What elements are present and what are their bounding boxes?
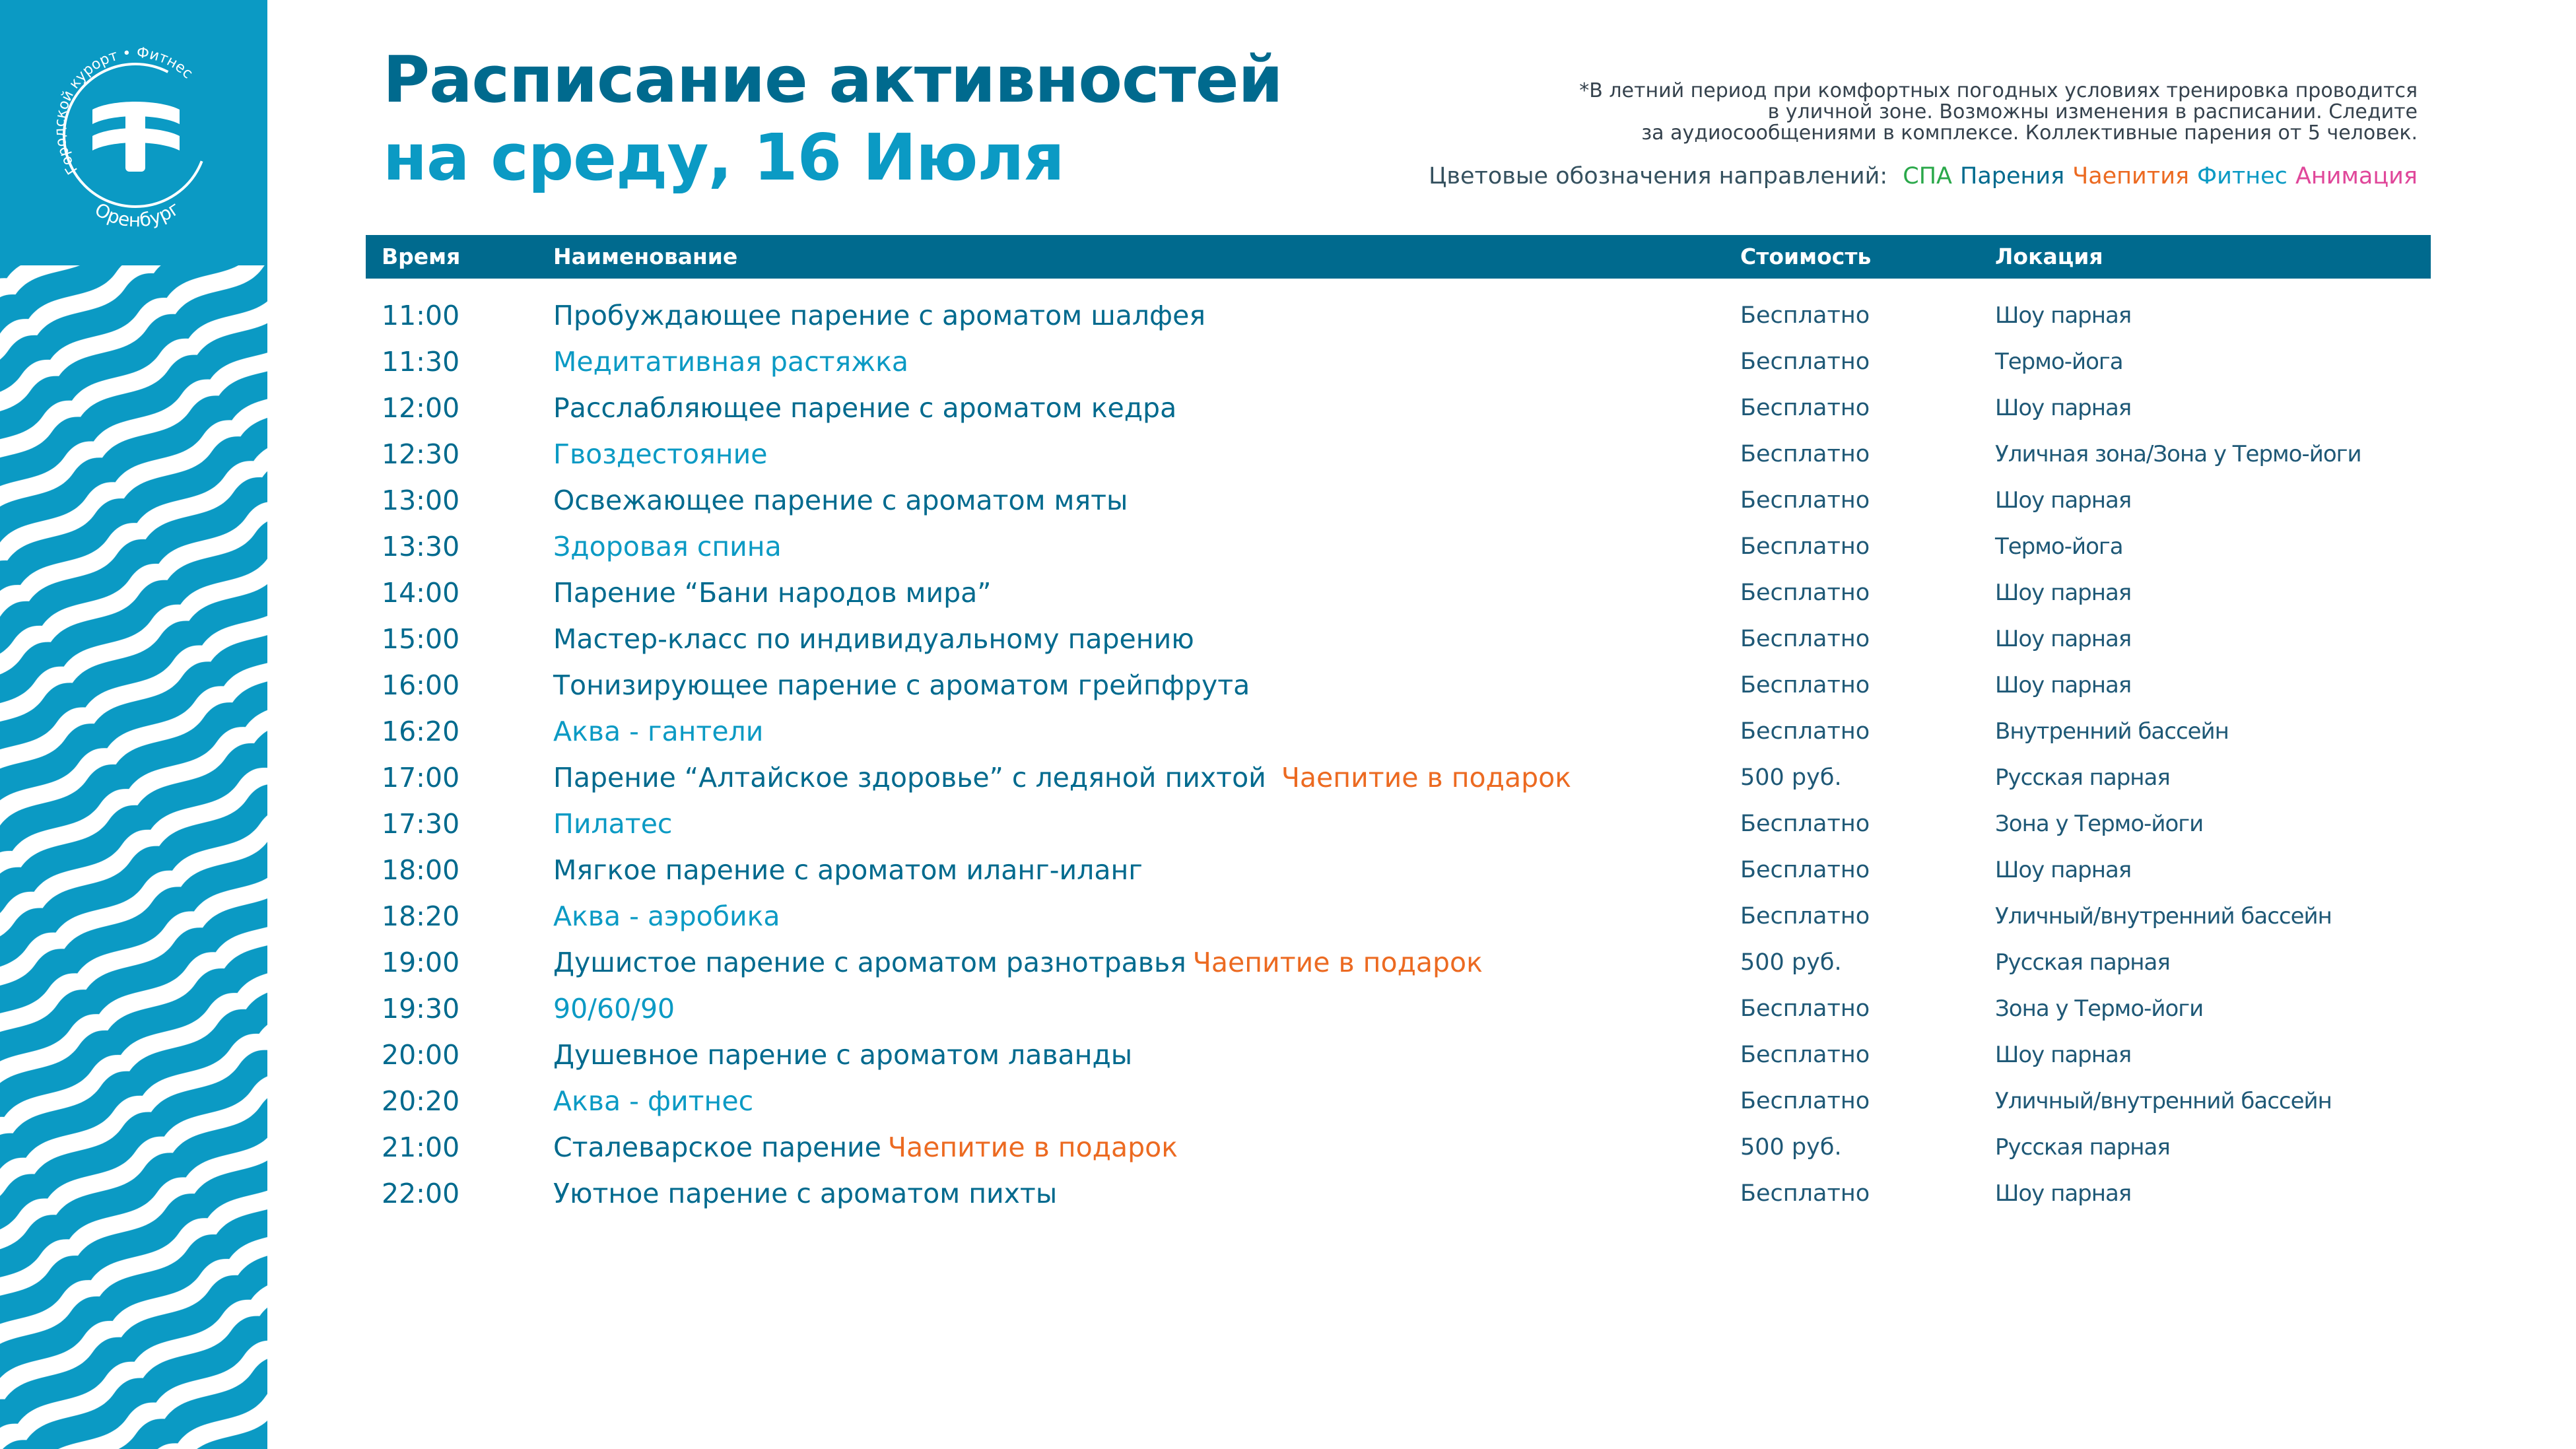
- row-price: Бесплатно: [1740, 487, 1870, 514]
- row-location: Шоу парная: [1995, 626, 2132, 652]
- row-price: Бесплатно: [1740, 1180, 1870, 1207]
- table-row: [366, 1032, 2431, 1078]
- legend-item: Парения: [1960, 163, 2065, 189]
- title-line-2: на среду, 16 Июля: [383, 120, 1064, 195]
- wave-pattern-icon: [0, 265, 267, 1449]
- row-time: 16:20: [382, 716, 460, 747]
- row-location: Термо-йога: [1995, 533, 2123, 560]
- row-name: [553, 755, 1571, 801]
- row-name: [553, 847, 1143, 893]
- row-name-text: Уютное парение с ароматом пихты: [553, 1178, 1058, 1209]
- row-name-text: Пилатес: [553, 808, 673, 840]
- table-row: [366, 986, 2431, 1032]
- legend-label: Цветовые обозначения направлений:: [1429, 163, 1888, 189]
- row-name-text: Парение “Бани народов мира”: [553, 577, 992, 609]
- table-row: [366, 570, 2431, 616]
- row-name-text: 90/60/90: [553, 993, 675, 1025]
- table-row: [366, 385, 2431, 431]
- row-price: Бесплатно: [1740, 580, 1870, 606]
- table-row: [366, 662, 2431, 708]
- row-name: [553, 1078, 753, 1124]
- row-name-text: Здоровая спина: [553, 531, 782, 562]
- logo-emblem-icon: [0, 0, 267, 265]
- table-row: [366, 477, 2431, 523]
- row-location: Шоу парная: [1995, 1042, 2132, 1068]
- row-time: 22:00: [382, 1178, 460, 1209]
- row-price: Бесплатно: [1740, 718, 1870, 745]
- row-price: Бесплатно: [1740, 811, 1870, 837]
- row-name-text: Расслабляющее парение с ароматом кедра: [553, 392, 1177, 424]
- row-name-text: Аква - фитнес: [553, 1085, 754, 1117]
- row-name: [553, 523, 782, 570]
- row-name: [553, 986, 675, 1032]
- row-name: [553, 1170, 1057, 1217]
- table-header: [366, 235, 2431, 279]
- header-price: Стоимость: [1740, 244, 1872, 269]
- row-time: 18:20: [382, 900, 460, 932]
- note-line-3: за аудиосообщениями в комплексе. Коллективные парения от 5 человек.: [1641, 121, 2418, 145]
- row-location: Шоу парная: [1995, 580, 2132, 606]
- row-price: Бесплатно: [1740, 903, 1870, 929]
- row-name: [553, 385, 1176, 431]
- row-name: [553, 339, 908, 385]
- row-price: 500 руб.: [1740, 1134, 1842, 1161]
- row-location: Уличный/внутренний бассейн: [1995, 903, 2332, 929]
- brand-city: Оренбург: [90, 197, 184, 232]
- row-time: 13:30: [382, 531, 460, 562]
- row-name-text: Тонизирующее парение с ароматом грейпфрута: [553, 669, 1250, 701]
- row-location: Шоу парная: [1995, 395, 2132, 421]
- row-location: Зона у Термо-йоги: [1995, 811, 2204, 837]
- note-line-1: *В летний период при комфортных погодных условиях тренировка проводится: [1579, 79, 2418, 102]
- row-name: [553, 616, 1194, 662]
- row-time: 15:00: [382, 623, 460, 655]
- schedule-table: [366, 292, 2431, 1217]
- row-name-text: Мягкое парение с ароматом иланг-иланг: [553, 854, 1143, 886]
- row-location: Русская парная: [1995, 1134, 2170, 1161]
- row-price: Бесплатно: [1740, 995, 1870, 1022]
- table-row: [366, 708, 2431, 755]
- row-location: Уличная зона/Зона у Термо-йоги: [1995, 441, 2361, 467]
- row-gift-badge: Чаепитие в подарок: [887, 1131, 1178, 1163]
- row-location: Шоу парная: [1995, 1180, 2132, 1207]
- color-legend: [1429, 162, 2418, 191]
- row-price: Бесплатно: [1740, 533, 1870, 560]
- row-name: [553, 801, 672, 847]
- row-time: 18:00: [382, 854, 460, 886]
- row-location: Шоу парная: [1995, 672, 2132, 698]
- row-price: Бесплатно: [1740, 441, 1870, 467]
- table-row: [366, 939, 2431, 986]
- row-name: [553, 570, 992, 616]
- legend-item: Фитнес: [2197, 163, 2288, 189]
- row-name: [553, 708, 763, 755]
- row-time: 13:00: [382, 485, 460, 516]
- row-name: [553, 893, 780, 939]
- row-price: Бесплатно: [1740, 857, 1870, 883]
- legend-item: Чаепития: [2072, 163, 2189, 189]
- row-name-text: Гвоздестояние: [553, 438, 768, 470]
- row-time: 12:30: [382, 438, 460, 470]
- row-price: Бесплатно: [1740, 302, 1870, 329]
- row-name: [553, 477, 1128, 523]
- row-name-text: Душистое парение с ароматом разнотравья: [553, 947, 1186, 978]
- table-row: [366, 523, 2431, 570]
- row-name: [553, 431, 767, 477]
- row-time: 21:00: [382, 1131, 460, 1163]
- row-name: [553, 292, 1205, 339]
- row-price: Бесплатно: [1740, 349, 1870, 375]
- row-location: Русская парная: [1995, 764, 2170, 791]
- row-price: 500 руб.: [1740, 949, 1842, 976]
- row-time: 19:00: [382, 947, 460, 978]
- row-time: 20:00: [382, 1039, 460, 1071]
- row-time: 19:30: [382, 993, 460, 1025]
- row-name: [553, 939, 1483, 986]
- row-time: 17:00: [382, 762, 460, 793]
- page-title: [383, 41, 1283, 197]
- row-gift-badge: Чаепитие в подарок: [1281, 762, 1571, 793]
- legend-item: СПА: [1903, 163, 1952, 189]
- note-line-2: в уличной зоне. Возможны изменения в расписании. Следите: [1767, 100, 2418, 123]
- row-price: Бесплатно: [1740, 395, 1870, 421]
- table-row: [366, 339, 2431, 385]
- row-name-text: Медитативная растяжка: [553, 346, 908, 378]
- brand-arc-text: Городской курорт • Фитнес: [51, 44, 196, 178]
- row-location: Шоу парная: [1995, 487, 2132, 514]
- table-row: [366, 893, 2431, 939]
- row-time: 17:30: [382, 808, 460, 840]
- row-time: 11:30: [382, 346, 460, 378]
- table-row: [366, 431, 2431, 477]
- table-row: [366, 801, 2431, 847]
- brand-sidebar: [0, 0, 267, 1449]
- row-price: Бесплатно: [1740, 1042, 1870, 1068]
- row-gift-badge: Чаепитие в подарок: [1192, 947, 1483, 978]
- row-location: Уличный/внутренний бассейн: [1995, 1088, 2332, 1114]
- legend-items: [1895, 163, 2418, 189]
- header-time: Время: [382, 244, 461, 269]
- table-row: [366, 1124, 2431, 1170]
- row-price: Бесплатно: [1740, 672, 1870, 698]
- row-time: 14:00: [382, 577, 460, 609]
- table-row: [366, 292, 2431, 339]
- row-name-text: Сталеварское парение: [553, 1131, 881, 1163]
- row-time: 11:00: [382, 300, 460, 331]
- header-location: Локация: [1995, 244, 2103, 269]
- row-name: [553, 1032, 1132, 1078]
- row-location: Зона у Термо-йоги: [1995, 995, 2204, 1022]
- table-row: [366, 847, 2431, 893]
- row-name-text: Мастер-класс по индивидуальному парению: [553, 623, 1194, 655]
- header-name: Наименование: [553, 244, 738, 269]
- row-location: Шоу парная: [1995, 302, 2132, 329]
- row-price: 500 руб.: [1740, 764, 1842, 791]
- table-row: [366, 1078, 2431, 1124]
- row-name: [553, 1124, 1178, 1170]
- row-time: 20:20: [382, 1085, 460, 1117]
- row-location: Термо-йога: [1995, 349, 2123, 375]
- table-row: [366, 616, 2431, 662]
- row-name-text: Аква - аэробика: [553, 900, 780, 932]
- row-name: [553, 662, 1250, 708]
- row-name-text: Пробуждающее парение с ароматом шалфея: [553, 300, 1205, 331]
- brand-logo: [0, 0, 267, 265]
- row-name-text: Аква - гантели: [553, 716, 764, 747]
- row-time: 12:00: [382, 392, 460, 424]
- row-name-text: Душевное парение с ароматом лаванды: [553, 1039, 1133, 1071]
- row-location: Внутренний бассейн: [1995, 718, 2229, 745]
- table-row: [366, 1170, 2431, 1217]
- row-time: 16:00: [382, 669, 460, 701]
- table-row: [366, 755, 2431, 801]
- row-location: Русская парная: [1995, 949, 2170, 976]
- row-price: Бесплатно: [1740, 626, 1870, 652]
- row-name-text: Освежающее парение с ароматом мяты: [553, 485, 1128, 516]
- title-line-1: Расписание активностей: [383, 42, 1283, 117]
- row-name-text: Парение “Алтайское здоровье” с ледяной пихтой: [553, 762, 1275, 793]
- row-price: Бесплатно: [1740, 1088, 1870, 1114]
- schedule-note: [1427, 81, 2418, 144]
- row-location: Шоу парная: [1995, 857, 2132, 883]
- legend-item: Анимация: [2295, 163, 2418, 189]
